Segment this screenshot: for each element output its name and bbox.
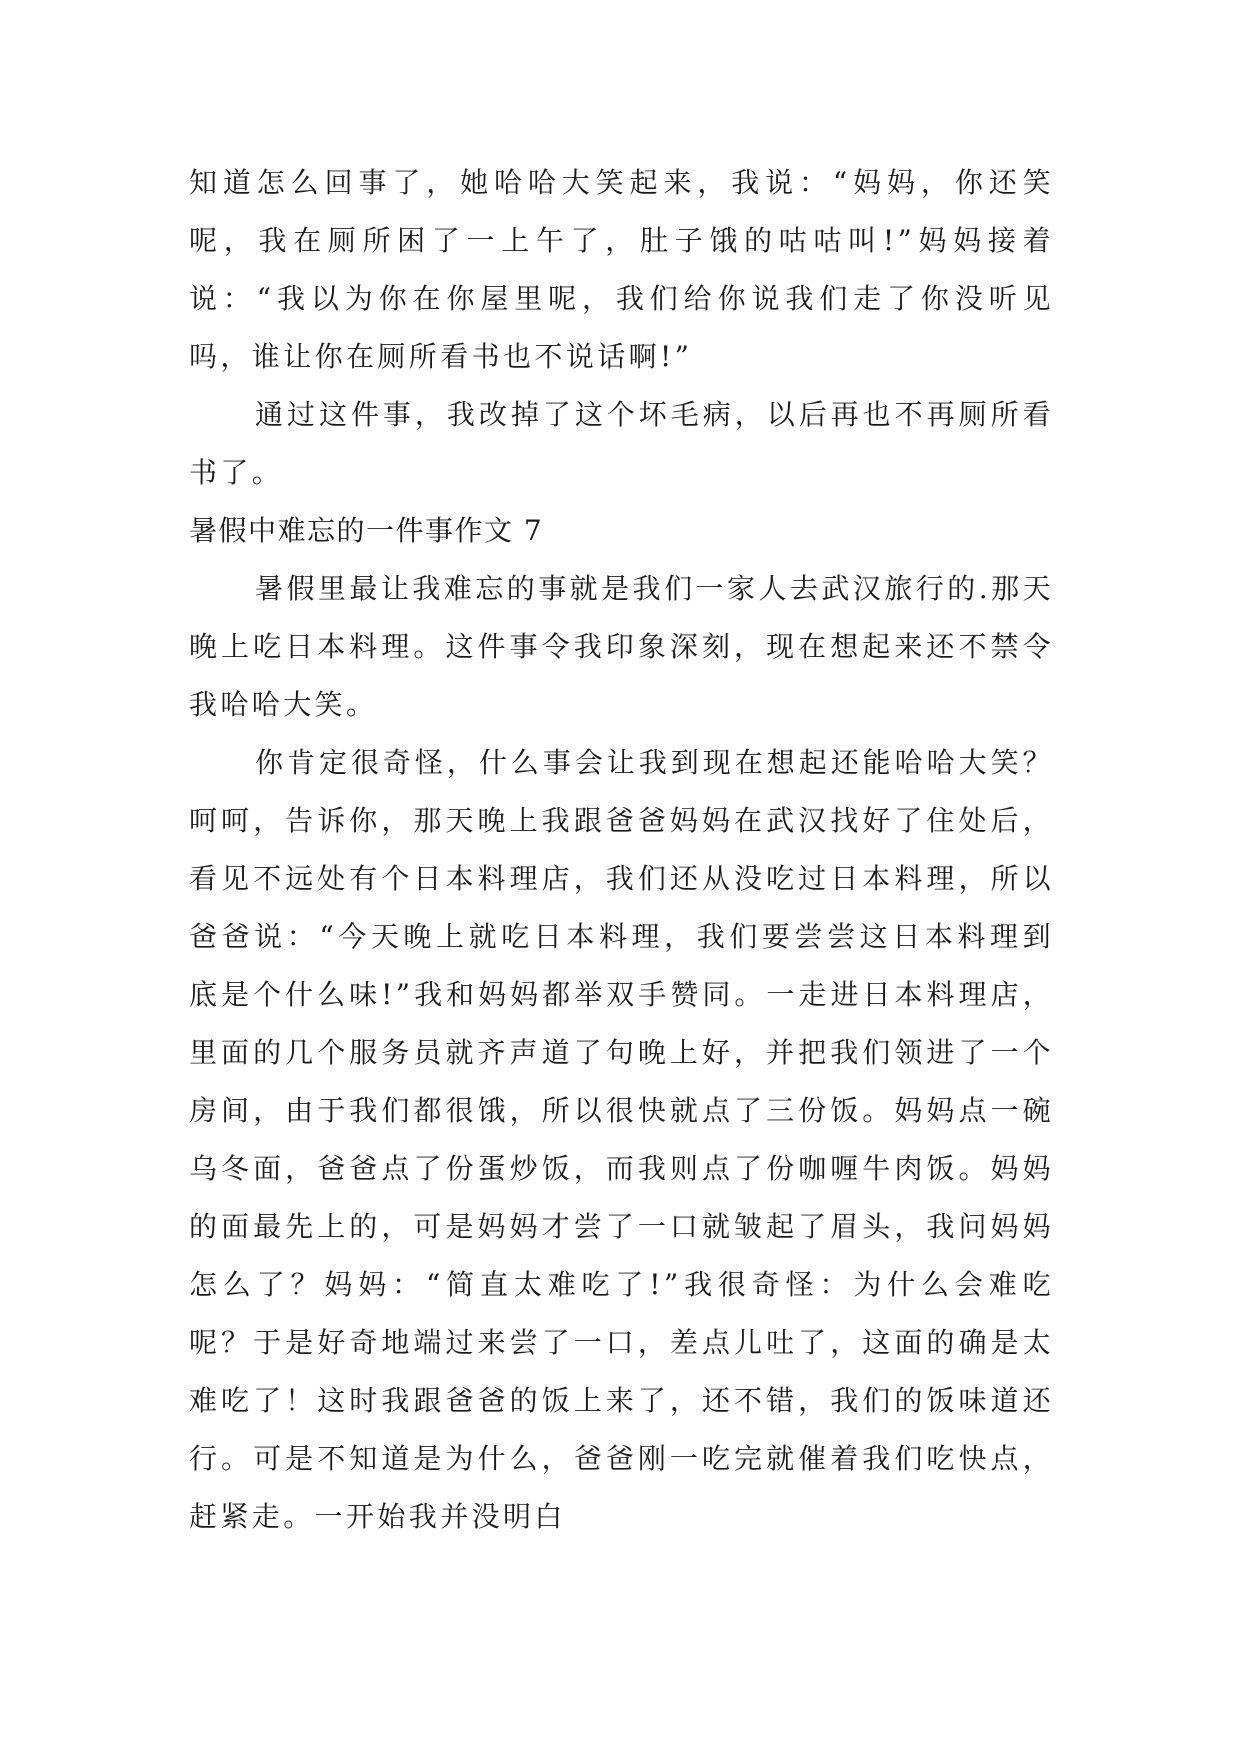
- paragraph-intro: 暑假里最让我难忘的事就是我们一家人去武汉旅行的.那天晚上吃日本料理。这件事令我印象深刻，现在想起来还不禁令我哈哈大笑。: [189, 572, 1054, 721]
- document-page: [189, 154, 1054, 1546]
- paragraph-continued-story: 知道怎么回事了，她哈哈大笑起来，我说：“妈妈，你还笑呢，我在厕所困了一上午了，肚子饿的咕咕叫!”妈妈接着说：“我以为你在你屋里呢，我们给你说我们走了你没听见吗，谁让你在厕所看书也不说话啊!”: [189, 166, 1054, 373]
- paragraph-conclusion: 通过这件事，我改掉了这个坏毛病，以后再也不再厕所看书了。: [189, 398, 1054, 489]
- essay-heading: 暑假中难忘的一件事作文 7: [189, 514, 544, 547]
- paragraph-story: 你肯定很奇怪，什么事会让我到现在想起还能哈哈大笑？呵呵，告诉你，那天晚上我跟爸爸妈妈在武汉找好了住处后，看见不远处有个日本料理店，我们还从没吃过日本料理，所以爸爸说：“今天晚上就吃日本料理，我们要尝尝这日本料理到底是个什么味!”我和妈妈都举双手赞同。一走进日本料理店，里面的几个服务员就齐声道了句晚上好，并把我们领进了一个房间，由于我们都很饿，所以很快就点了三份饭。妈妈点一碗乌冬面，爸爸点了份蛋炒饭，而我则点了份咖喱牛肉饭。妈妈的面最先上的，可是妈妈才尝了一口就皱起了眉头，我问妈妈怎么了？妈妈：“简直太难吃了!”我很奇怪：为什么会难吃呢？于是好奇地端过来尝了一口，差点儿吐了，这面的确是太难吃了！这时我跟爸爸的饭上来了，还不错，我们的饭味道还行。可是不知道是为什么，爸爸刚一吃完就催着我们吃快点，赶紧走。一开始我并没明白: [189, 746, 1054, 1533]
